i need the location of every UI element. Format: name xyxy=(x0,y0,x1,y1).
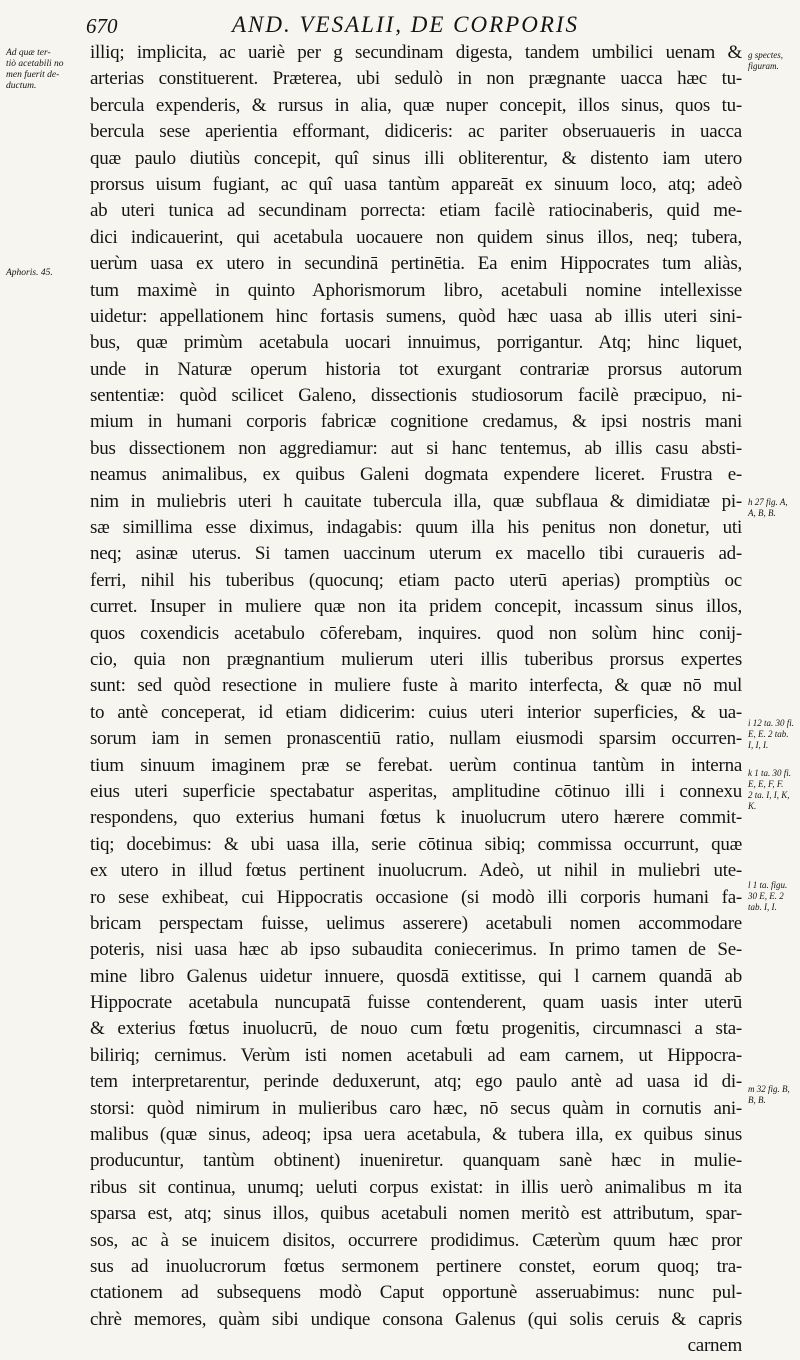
catchword: carnem xyxy=(687,1335,742,1357)
text-line: tiq; docebimus: & ubi uasa illa, serie cōtinua sibiq; commissa occurrunt, quæ xyxy=(90,833,742,855)
text-line: sunt: sed quòd resectione in muliere fuste à marito interfecta, & quæ nō mul xyxy=(90,675,742,697)
text-line: neq; asinæ uterus. Si tamen uaccinum uterum ex macello tibi curaueris ad- xyxy=(90,543,742,565)
text-line: ab uteri tunica ad secundinam porrecta: etiam facilè ratiocinaberis, quid me- xyxy=(90,200,742,222)
text-line: tium sinuum imaginem præ se ferebat. uerùm continua tantùm in interna xyxy=(90,754,742,776)
right-margin-note: m 32 fig. B, B, B. xyxy=(748,1084,790,1105)
page-number: 670 xyxy=(86,14,118,38)
text-line: sæ simillima esse diximus, indagabis: quum illa his penitus non donetur, uti xyxy=(90,517,742,539)
text-line: ro sese exhibeat, cui Hippocratis occasione (si modò illi corporis humani fa- xyxy=(90,886,742,908)
text-line: unde in Naturæ operum historia tot exurgant contrariæ prorsus autorum xyxy=(90,358,742,380)
left-margin-note: Ad quæ ter- tiò acetabili no men fuerit de- ductum. xyxy=(6,48,64,91)
text-line: illiq; implicita, ac uariè per g secundinam digesta, tandem umbilici uenam & xyxy=(90,42,742,63)
right-margin-note: g spectes, figuram. xyxy=(748,50,783,71)
right-margin-note: h 27 fig. A, A, B, B. xyxy=(748,497,788,518)
text-line: sorum iam in semen pronascentiū ratio, nullam eiusmodi sparsim occurren- xyxy=(90,728,742,750)
text-line: ex utero in illud fœtus pertinent inuolucrum. Adeò, ut nihil in muliebri ute- xyxy=(90,860,742,882)
text-line: eius uteri superficie spectabatur asperitas, amplitudine cōtinuo illi i connexu xyxy=(90,780,742,802)
right-margin-note: i 12 ta. 30 fi. E, E. 2 tab. I, I, I. xyxy=(748,718,795,750)
text-line: chrè memores, quàm sibi undique consona Galenus (qui solis ceruis & capris xyxy=(90,1308,742,1330)
running-head: AND. VESALII, DE CORPORIS xyxy=(232,12,580,37)
text-line: & exterius fœtus inuolucrū, de nouo cum fœtu progenitis, circumnasci a sta- xyxy=(90,1018,742,1040)
text-line: uerùm uasa ex utero in secundinā pertinētia. Ea enim Hippocrates tum aliàs, xyxy=(90,253,742,275)
text-line: tum maximè in quinto Aphorismorum libro, acetabuli nomine intellexisse xyxy=(90,279,742,301)
text-line: quos coxendicis acetabulo cōferebam, inquires. quod non solùm hinc conij- xyxy=(90,622,742,644)
text-line: bus, quæ primùm acetabula uocari innuimus, porrigantur. Atq; hinc liquet, xyxy=(90,332,742,354)
text-line: respondens, quo exterius humani fœtus k inuolucrum utero hærere commit- xyxy=(90,807,742,829)
text-line: malibus (quæ sinus, adeoq; ipsa uera acetabula, & tubera illa, ex quibus sinus xyxy=(90,1124,742,1146)
text-line: dici indicauerint, qui acetabula uocauere non quidem sinus illos, neq; tubera, xyxy=(90,226,742,248)
text-line: curret. Insuper in muliere quæ non ita pridem concepit, incassum sinus illos, xyxy=(90,596,742,618)
text-line: cio, quia non prægnantium mulierum uteri illis tuberibus prorsus expertes xyxy=(90,648,742,670)
right-margin-note: k 1 ta. 30 fi. E, E, F, F. 2 ta. I, I, K, K. xyxy=(748,768,791,811)
text-line: arterias constituerent. Præterea, ubi sedulò in non prægnante uacca hæc tu- xyxy=(90,68,742,90)
text-line: mium in humani corporis fabricæ cognitione credamus, & ipsi nostris mani xyxy=(90,411,742,433)
text-line: ferri, nihil his tuberibus (quocunq; etiam pacto uterū aperias) promptiùs oc xyxy=(90,569,742,591)
text-line: sus ad inuolucrorum fœtus sermonem pertinere constet, eorum quoq; tra- xyxy=(90,1255,742,1277)
text-line: sparsa est, atq; sinus illos, quibus acetabuli nomen meritò est attributum, spar- xyxy=(90,1203,742,1225)
text-line: producuntur, tantùm obtinent) inueniretur. quanquam sanè hæc in mulie- xyxy=(90,1150,742,1172)
text-line: neamus animalibus, ex quibus Galeni dogmata expendere liceret. Frustra e- xyxy=(90,464,742,486)
text-line: ribus sit continua, unumq; ueluti corpus existat: in illis uerò animalibus m ita xyxy=(90,1176,742,1198)
text-line: storsi: quòd nimirum in mulieribus caro hæc, nō secus quàm in cornutis ani- xyxy=(90,1097,742,1119)
text-line: ctationem ad subsequens modò Caput opportunè asseruabimus: nunc pul- xyxy=(90,1282,742,1304)
text-line: prorsus uisum fugiant, ac quî uasa tantùm appareāt ex sinuum loco, atq; adeò xyxy=(90,173,742,195)
text-line: to antè conceperat, id etiam didicerim: cuius uteri interior superficies, & ua- xyxy=(90,701,742,723)
text-line: bercula sese aperientia efformant, didiceris: ac pariter obseruaueris in uacca xyxy=(90,121,742,143)
text-line: mine libro Galenus uidetur innuere, quosdā extitisse, qui l carnem quandā ab xyxy=(90,965,742,987)
text-line: biliriq; cernimus. Verùm isti nomen acetabuli ad eam carnem, ut Hippocra- xyxy=(90,1044,742,1066)
right-margin-note: l 1 ta. figu. 30 E, E. 2 tab. I, I. xyxy=(748,880,788,912)
text-line: quæ paulo diutiùs concepit, quî sinus illi obliterentur, & distento iam utero xyxy=(90,147,742,169)
text-line: Hippocrate acetabula nuncupatā fuisse contenderent, quam uasis inter uterū xyxy=(90,992,742,1014)
text-line: bercula expenderis, & rursus in alia, quæ nuper concepit, illos sinus, quos tu- xyxy=(90,94,742,116)
text-line: bricam perspectam fuisse, uelimus asserere) acetabuli nomen accommodare xyxy=(90,912,742,934)
text-line: tem interpretarentur, perinde deduxerunt, atq; ego paulo antè ad uasa id di- xyxy=(90,1071,742,1093)
text-line: nim in muliebris uteri h cauitate tubercula illa, quæ subflaua & dimidiatæ pi- xyxy=(90,490,742,512)
text-line: sos, ac à se inuicem disitos, occurrere prodidimus. Cæterùm quum hæc pror xyxy=(90,1229,742,1251)
main-text-block xyxy=(90,40,742,1360)
text-line: poteris, nisi uasa hæc ab ipso subaudita coniecerimus. In primo tamen de Se- xyxy=(90,939,742,961)
left-margin-note: Aphoris. 45. xyxy=(6,268,53,278)
text-line: bus dissectionem non aggrediamur: aut si hanc tentemus, ab illis casu absti- xyxy=(90,437,742,459)
text-line: uidetur: appellationem hinc fortasis sumens, quòd hæc uasa ab illis uteri sini- xyxy=(90,305,742,327)
text-line: sententiæ: quòd scilicet Galeno, dissectionis studiosorum facilè præcipuo, ni- xyxy=(90,385,742,407)
